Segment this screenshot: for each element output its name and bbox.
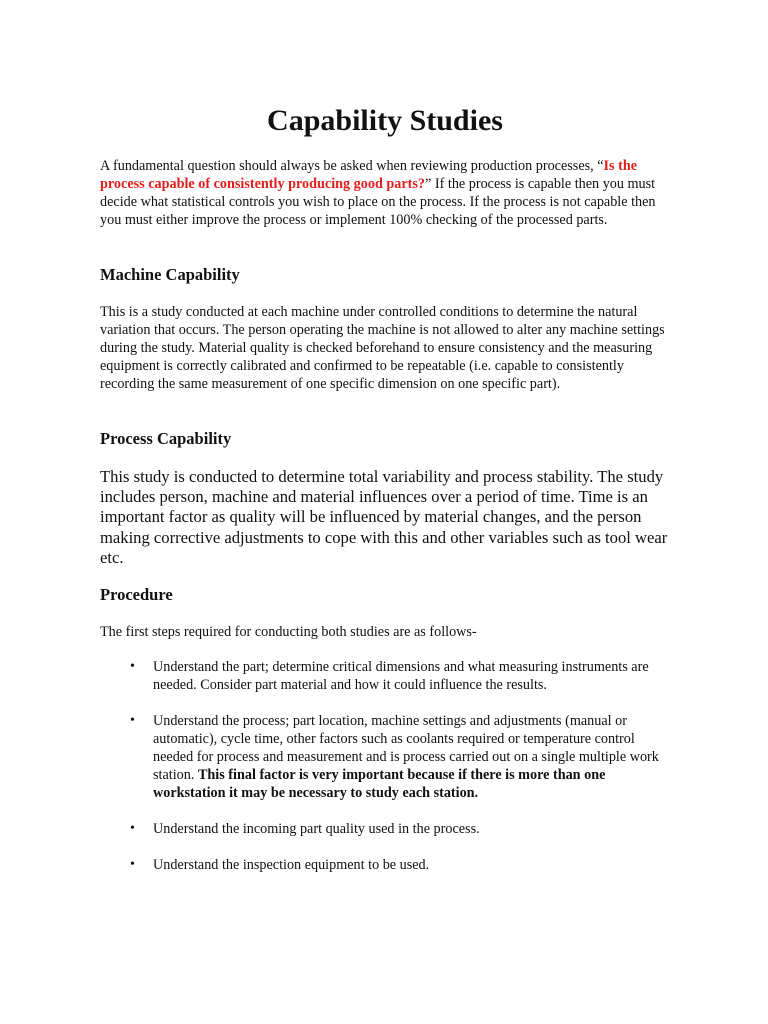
procedure-heading: Procedure <box>100 585 173 604</box>
process-capability-paragraph: This study is conducted to determine total variability and process stability. The study includes person, machine and material influences over a period of time. Time is an important factor as quality will be influenced by material changes, and the person making corrective adjustments to cope with this and other variables such as tool wear etc. <box>100 467 668 567</box>
list-item <box>130 658 665 694</box>
list-item-text-bold: This final factor is very important because if there is more than one workstation it may be necessary to study each station. <box>153 767 606 801</box>
intro-question-highlight: Is the process capable of consistently producing good parts? <box>100 158 638 192</box>
list-item-text-regular: Understand the process; part location, machine settings and adjustments (manual or automatic), cycle time, other factors such as coolants required or temperature control needed for process and measurement and is process carried out on a single multiple work station. <box>153 713 659 783</box>
intro-text-after: ” If the process is capable then you must decide what statistical controls you wish to place on the process. If the process is not capable then you must either improve the process or implement 100% checking of the processed parts. <box>100 176 656 228</box>
machine-capability-paragraph: This is a study conducted at each machine under controlled conditions to determine the natural variation that occurs. The person operating the machine is not allowed to alter any machine settings during the study. Material quality is checked beforehand to ensure consistency and the measuring equipment is correctly calibrated and confirmed to be repeatable (i.e. capable to consistently recording the same measurement of one specific dimension on one specific part). <box>100 304 665 392</box>
intro-paragraph <box>100 157 670 229</box>
bullet-icon: • <box>130 713 135 728</box>
list-item <box>130 856 665 874</box>
list-item-text: Understand the incoming part quality used in the process. <box>153 821 480 837</box>
bullet-icon: • <box>130 821 135 836</box>
machine-capability-heading: Machine Capability <box>100 265 240 284</box>
intro-text-before: A fundamental question should always be asked when reviewing production processes, “ <box>100 158 604 174</box>
bullet-icon: • <box>130 659 135 674</box>
process-capability-heading: Process Capability <box>100 429 232 448</box>
list-item <box>130 820 665 838</box>
list-item-text: Understand the part; determine critical dimensions and what measuring instruments are needed. Consider part material and how it could influence the results. <box>153 659 649 693</box>
list-item-text <box>130 712 665 802</box>
page-title: Capability Studies <box>267 104 503 137</box>
bullet-icon: • <box>130 857 135 872</box>
list-item-text: Understand the inspection equipment to be used. <box>153 857 430 873</box>
list-item <box>130 712 665 802</box>
procedure-intro-paragraph: The first steps required for conducting both studies are as follows- <box>100 624 477 640</box>
